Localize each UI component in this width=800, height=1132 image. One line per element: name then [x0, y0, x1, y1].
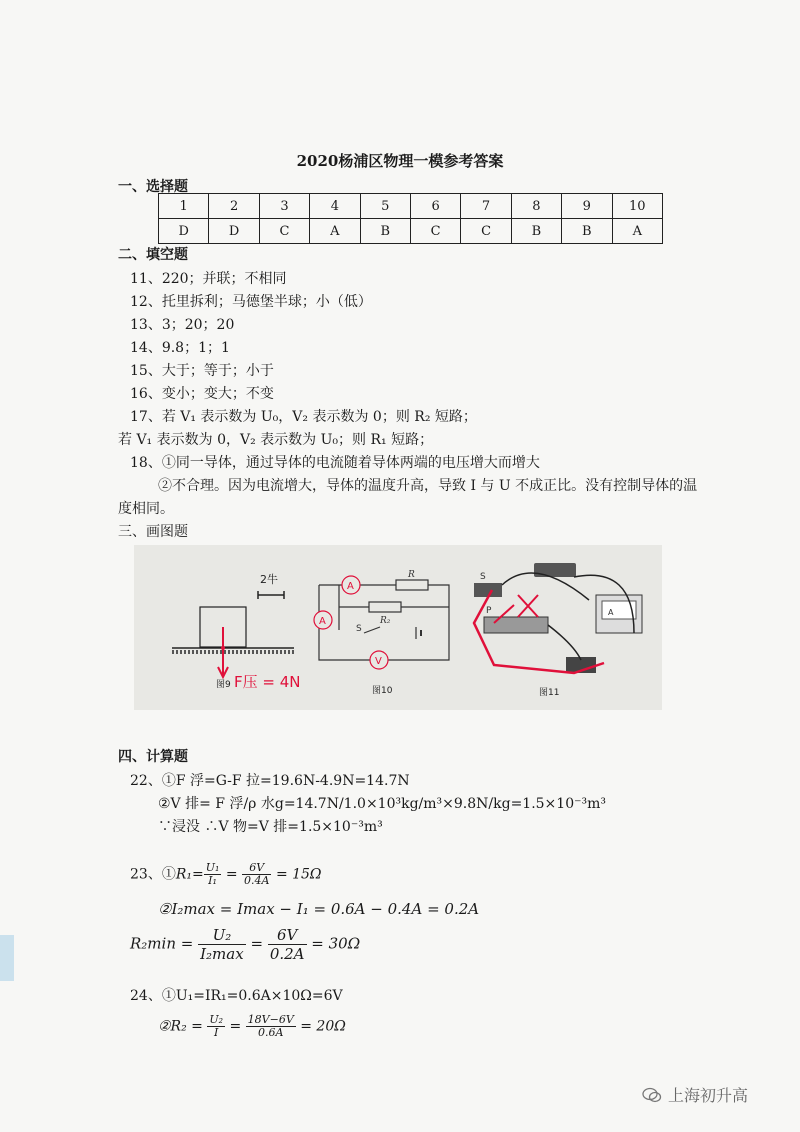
calc-24-line-1: 24、①U₁=IR₁=0.6A×10Ω=6V — [130, 988, 343, 1004]
calc-24-line-2: ②R₂ = $\frac{\text{U₂}}{I}$ = $\frac{18V-6V}{0.6A}$ = 20Ω — [158, 1013, 346, 1039]
table-cell: B — [562, 219, 612, 244]
calc-22-line-1: 22、①F 浮=G-F 拉=19.6N-4.9N=14.7N — [130, 773, 410, 789]
table-cell: C — [259, 219, 309, 244]
table-cell: 1 — [159, 194, 209, 219]
answer-line-13: 13、3；20；20 — [130, 317, 235, 333]
fraction-denominator: 0.6A — [258, 1026, 284, 1039]
fraction-numerator: U₂ — [198, 926, 246, 945]
fraction-denominator: 0.2A — [269, 945, 305, 963]
answer-line-17a: 17、若 V₁ 表示数为 U₀，V₂ 表示数为 0；则 R₂ 短路； — [130, 409, 477, 425]
voltmeter-label: V — [375, 656, 382, 667]
table-cell: A — [612, 219, 662, 244]
table-cell: D — [159, 219, 209, 244]
table-cell: 10 — [612, 194, 662, 219]
meter-a-label: A — [608, 608, 614, 617]
calc-23-r2-result: = 30Ω — [311, 934, 361, 953]
fraction-numerator: 6V — [242, 862, 271, 875]
figure-9-label: 图9 — [216, 680, 231, 690]
fraction-numerator: U₂ — [209, 1013, 224, 1026]
wechat-icon — [642, 1087, 662, 1107]
drawing-answers-photo — [134, 545, 662, 710]
fraction-u1-i1 — [204, 862, 222, 887]
scan-edge-mark — [0, 935, 14, 981]
figure-9 — [172, 572, 301, 691]
fraction-u2-i — [207, 1014, 225, 1039]
calc-23-r2-lhs: R₂min = — [130, 934, 194, 953]
table-cell: C — [410, 219, 460, 244]
answer-line-18b: ②不合理。因为电流增大，导体的温度升高，导致 I 与 U 不成正比。没有控制导体的温 — [158, 478, 698, 494]
answer-line-16: 16、变小；变大；不变 — [130, 386, 274, 402]
fraction-denominator: 0.4A — [244, 874, 270, 887]
table-cell: 9 — [562, 194, 612, 219]
answer-line-18a: 18、①同一导体，通过导体的电流随着导体两端的电压增大而增大 — [130, 455, 540, 471]
fraction-numerator: 18V−6V — [247, 1013, 294, 1026]
section-drawing-heading: 三、画图题 — [118, 524, 188, 540]
figure-11 — [474, 563, 642, 673]
answer-line-15: 15、大于；等于；小于 — [130, 363, 274, 379]
fraction-18v-6v-06a — [246, 1014, 296, 1039]
calc-24-r2-lhs: ②R₂ = — [158, 1018, 203, 1035]
calc-23-line-1: 23、①R₁= $\frac{\text{U₁}}{\text{I₁}}$ = $\frac{6V}{0.4A}$ = 15Ω — [130, 861, 322, 887]
switch-s-label-fig11: S — [480, 572, 486, 582]
table-cell: B — [511, 219, 561, 244]
fraction-denominator: I — [214, 1026, 219, 1039]
section-choice-heading: 一、选择题 — [118, 179, 188, 195]
resistor-r-label: R — [408, 570, 415, 580]
answer-line-11: 11、220；并联；不相同 — [130, 271, 287, 287]
section-calc-heading: 四、计算题 — [118, 749, 188, 765]
figure-10-label: 图10 — [372, 686, 393, 696]
fraction-numerator: 6V — [268, 926, 307, 945]
switch-label: S — [356, 624, 362, 634]
fraction-6v-04a — [242, 862, 271, 887]
answer-line-17b: 若 V₁ 表示数为 0，V₂ 表示数为 U₀；则 R₁ 短路； — [118, 432, 434, 448]
calc-23-line-3: R₂min = $\frac{\text{U₂}}{\text{I₂max}}$ = $\frac{6V}{0.2A}$ = 30Ω — [130, 926, 361, 963]
fraction-6v-02a — [268, 926, 307, 963]
table-cell: 7 — [461, 194, 511, 219]
table-cell: 4 — [310, 194, 360, 219]
calc-23-r1-result: = 15Ω — [275, 866, 322, 883]
calc-23-line-2: ②I₂max = Imax − I₁ = 0.6A − 0.4A = 0.2A — [158, 900, 480, 918]
table-cell: 3 — [259, 194, 309, 219]
table-cell: C — [461, 219, 511, 244]
calc-23-r1-lhs: R₁= — [175, 866, 204, 883]
table-cell: B — [360, 219, 410, 244]
watermark-text: 上海初升高 — [667, 1086, 748, 1105]
scale-label: 2牛 — [260, 573, 278, 586]
fraction-u2-i2max — [198, 926, 246, 963]
page-title: 2020杨浦区物理一模参考答案 — [296, 152, 504, 170]
choice-answer-table — [158, 193, 663, 244]
table-row-numbers — [159, 194, 663, 219]
fraction-denominator: I₂max — [200, 945, 244, 963]
fraction-denominator: I₁ — [208, 874, 217, 887]
ammeter-label-left: A — [319, 616, 326, 627]
table-row-answers — [159, 219, 663, 244]
calc-22-line-2: ②V 排= F 浮/ρ 水g=14.7N/1.0×10³kg/m³×9.8N/kg=1.5×10⁻³m³ — [158, 796, 606, 812]
table-cell: D — [209, 219, 259, 244]
table-cell: 8 — [511, 194, 561, 219]
calc-23-prefix: 23、① — [130, 866, 176, 883]
ammeter-label-top: A — [347, 581, 354, 592]
force-label: F压 = 4N — [234, 673, 301, 691]
figure-11-label: 图11 — [539, 688, 560, 698]
calc-24-r2-result: = 20Ω — [300, 1018, 346, 1035]
answer-line-14: 14、9.8；1；1 — [130, 340, 230, 356]
table-cell: A — [310, 219, 360, 244]
fraction-numerator: U₁ — [205, 861, 220, 874]
resistor-r2-label: R₂ — [380, 616, 391, 626]
table-cell: 5 — [360, 194, 410, 219]
watermark — [642, 1083, 748, 1107]
section-fill-heading: 二、填空题 — [118, 247, 188, 263]
table-cell: 6 — [410, 194, 460, 219]
answer-line-12: 12、托里拆利；马德堡半球；小（低） — [130, 294, 372, 310]
drawing-answers-svg — [134, 545, 662, 710]
table-cell: 2 — [209, 194, 259, 219]
calc-22-line-3: ∵浸没 ∴V 物=V 排=1.5×10⁻³m³ — [158, 819, 383, 835]
answer-line-18c: 度相同。 — [118, 501, 174, 517]
slider-p-label: P — [486, 606, 492, 616]
